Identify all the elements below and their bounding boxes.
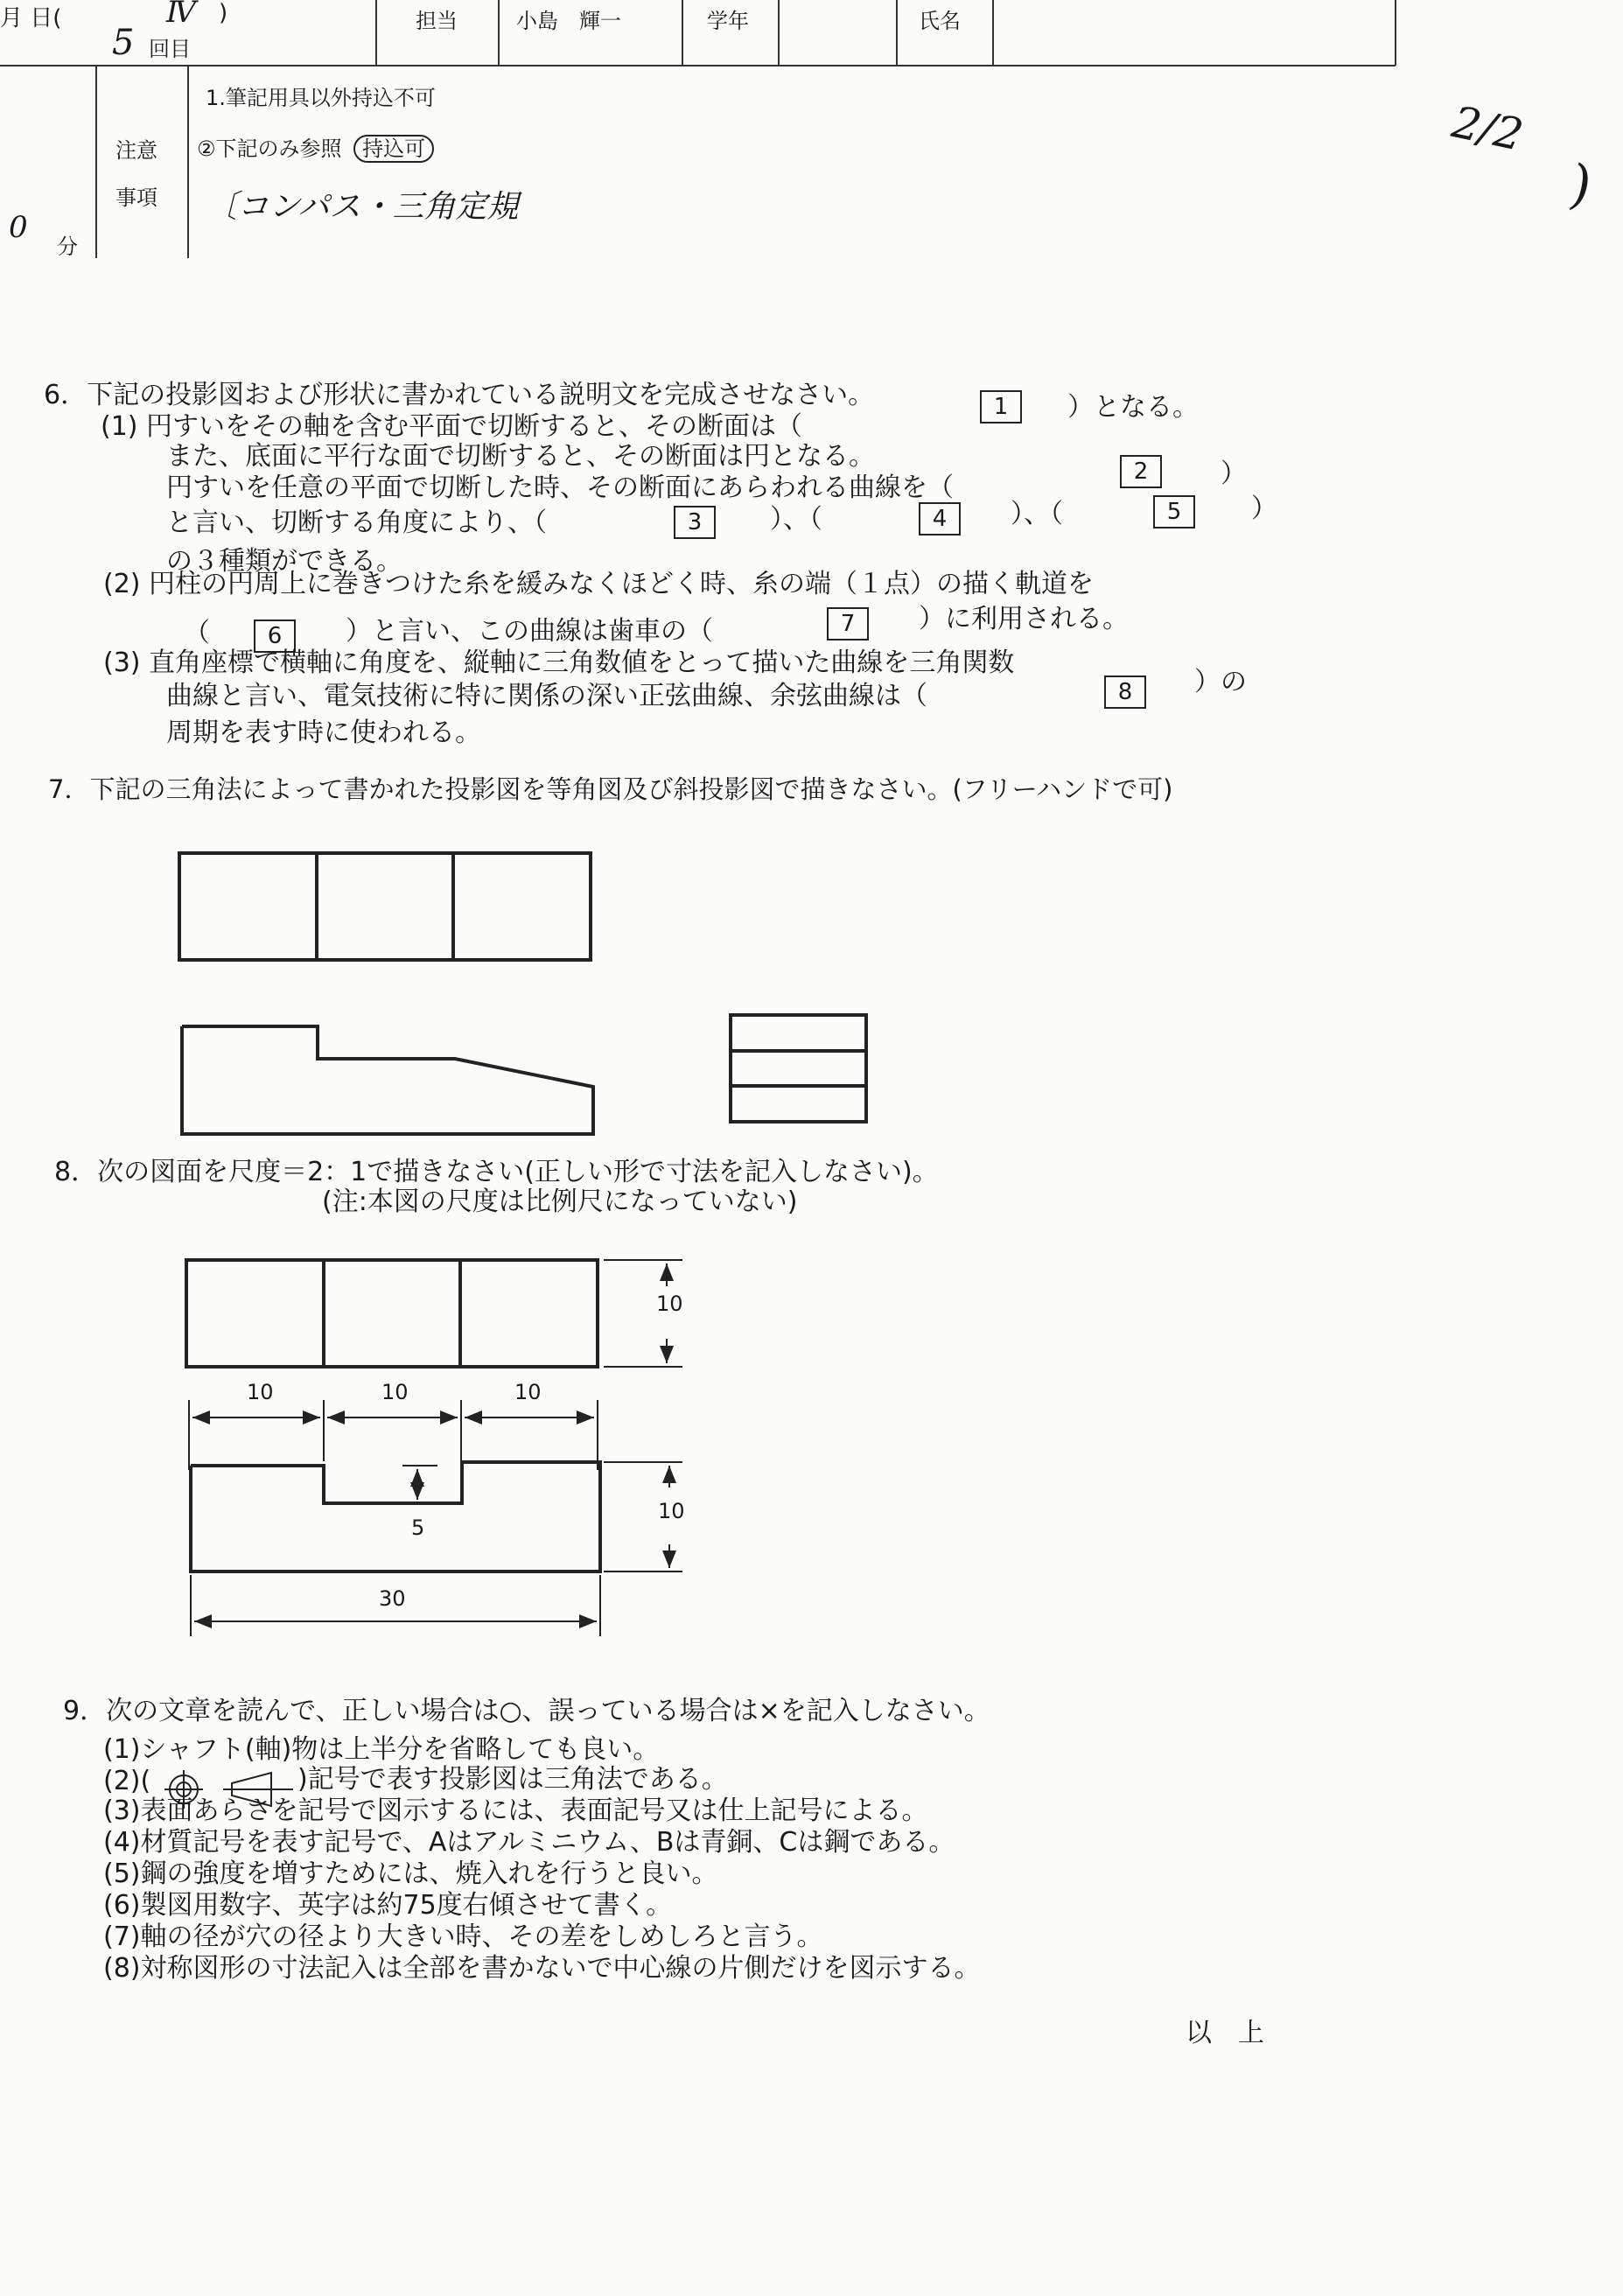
note-2-circled: 持込可 [353,135,434,163]
q9-item-1: (1)シャフト(軸)物は上半分を省略しても良い。 [103,1734,660,1765]
q6-answer-box-4: 4 [919,502,961,536]
q9-item-7: (7)軸の径が穴の径より大きい時、その差をしめしろと言う。 [103,1922,823,1952]
q6-answer-box-6: 6 [254,620,296,653]
q9-item-3: (3)表面あらさを記号で図示するには、表面記号又は仕上記号による。 [103,1796,928,1826]
time-unit: 分 [57,234,78,259]
page-number-handwritten: 2/2 [1447,96,1528,161]
q6-answer-box-8: 8 [1104,676,1146,709]
note-2-prefix: ②下記のみ参照 [197,136,342,161]
q6-line4-end: ） [1251,494,1277,524]
dim-front-height: 10 [658,1499,685,1523]
notes-label-2: 事項 [115,186,157,210]
q6-answer-box-5: 5 [1153,495,1195,528]
date-fragment: 月 日( [0,5,62,32]
dim-width-1: 10 [247,1380,274,1404]
q6-line1: (1) 円すいをその軸を含む平面で切断すると、その断面は（ [101,411,803,442]
q6-line5: の３種類ができる。 [166,546,402,577]
q9-item-2: )記号で表す投影図は三角法である。 [297,1764,728,1795]
teacher-name: 小島 輝一 [516,9,621,33]
q6-line7-end: ）に利用される。 [919,604,1129,634]
q9-item-2-prefix: (2)( [103,1766,151,1796]
note-3-handwritten: 〔コンパス・三角定規 [206,189,519,225]
notes-label-1: 注意 [115,138,157,163]
name-label: 氏名 [919,9,961,33]
q8-title: 8．次の図面を尺度＝2：1で描きなさい(正しい形で寸法を記入しなさい)。 [54,1157,939,1187]
session-label: 回目 [149,37,191,61]
end-mark: 以 上 [1186,2018,1264,2048]
bracket-close-handwritten: ) [1571,154,1592,215]
q6-line7-open: （ [184,618,210,648]
teacher-label: 担当 [416,9,458,33]
dim-width-2: 10 [381,1380,409,1404]
date-close: ) [219,0,228,26]
dim-width-3: 10 [514,1380,542,1404]
weekday-handwritten: Ⅳ [166,0,196,30]
q6-line10: 周期を表す時に使われる。 [166,718,481,748]
q6-answer-box-2: 2 [1120,455,1162,488]
q9-title: 9．次の文章を読んで、正しい場合は○、誤っている場合は×を記入しなさい。 [63,1696,990,1726]
q6-answer-box-7: 7 [827,607,869,640]
dim-notch: 5 [411,1516,425,1540]
note-1: 1.筆記用具以外持込不可 [206,86,436,110]
q7-title: 7．下記の三角法によって書かれた投影図を等角図及び斜投影図で描きなさい。(フリーハンドで可) [48,774,1173,804]
q6-line8: (3) 直角座標で横軸に角度を、縦軸に三角数値をとって描いた曲線を三角関数 [103,648,1015,678]
q6-title: 6．下記の投影図および形状に書かれている説明文を完成させなさい。 [44,380,875,410]
q9-item-4: (4)材質記号を表す記号で、Aはアルミニウム、Bは青銅、Cは鋼である。 [103,1827,955,1858]
q9-item-5: (5)鋼の強度を増すためには、焼入れを行うと良い。 [103,1858,718,1889]
q6-line4: と言い、切断する角度により、（ [166,508,547,538]
q6-answer-box-1: 1 [980,390,1022,424]
q6-line4-mid1: ）、（ [770,504,822,535]
q6-line4-mid2: ）、（ [1011,499,1063,529]
session-number-handwritten: 5 [112,23,135,63]
dim-top-height: 10 [656,1292,683,1316]
q6-line6: (2) 円柱の円周上に巻きつけた糸を緩みなくほどく時、糸の端（１点）の描く軌道を [103,569,1095,599]
q6-line3: 円すいを任意の平面で切断した時、その断面にあらわれる曲線を（ [166,472,954,503]
q6-line7-mid: ）と言い、この曲線は歯車の（ [346,616,713,647]
dim-total-width: 30 [379,1586,406,1611]
q6-line3-end: ） [1221,458,1247,489]
q8-note: (注:本図の尺度は比例尺になっていない) [322,1186,798,1217]
q6-answer-box-3: 3 [674,506,716,539]
q9-item-8: (8)対称図形の寸法記入は全部を書かないで中心線の片側だけを図示する。 [103,1953,981,1984]
grade-label: 学年 [707,9,749,33]
q6-line2: また、底面に平行な面で切断すると、その断面は円となる。 [166,441,875,472]
q6-line9-end: ）の [1194,667,1247,697]
time-handwritten: 0 [9,210,28,245]
q6-line9: 曲線と言い、電気技術に特に関係の深い正弦曲線、余弦曲線は（ [166,681,927,711]
q9-item-6: (6)製図用数字、英字は約75度右傾させて書く。 [103,1890,673,1921]
q6-line1-end: ）となる。 [1067,392,1199,423]
